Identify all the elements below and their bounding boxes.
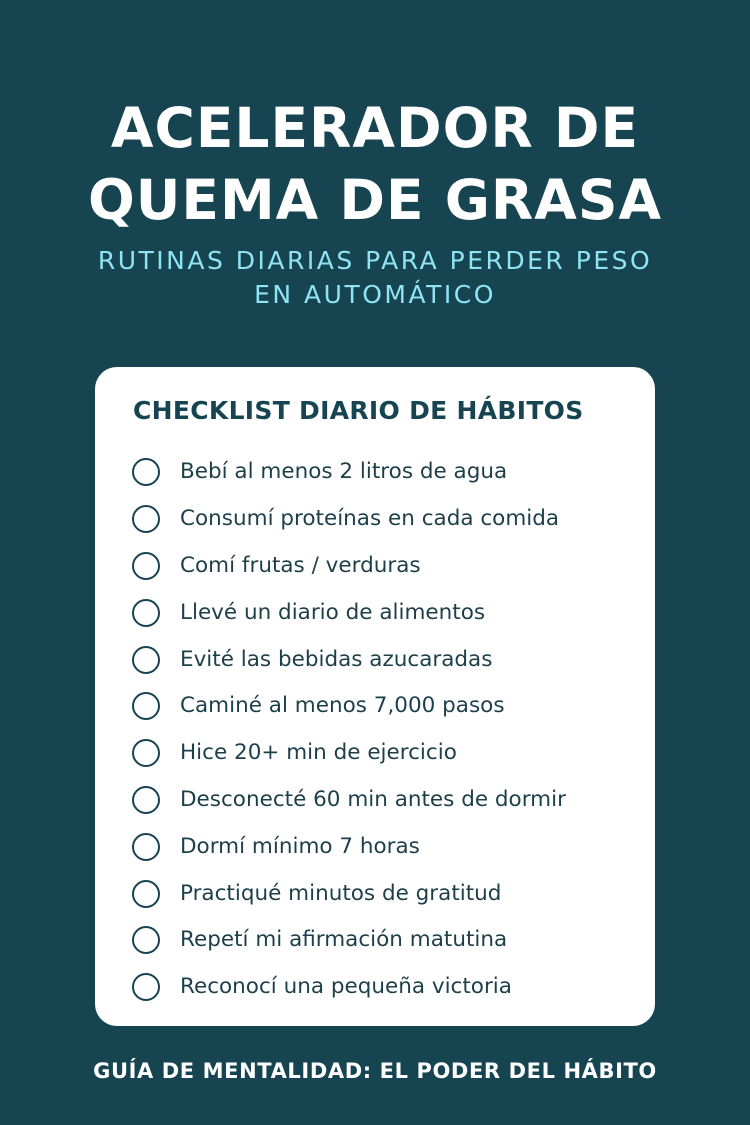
subtitle-line-1: RUTINAS DIARIAS PARA PERDER PESO xyxy=(97,246,653,275)
checklist-item[interactable] xyxy=(132,823,566,870)
checklist-item-label: Hice 20+ min de ejercicio xyxy=(180,740,457,766)
checkbox-circle-icon[interactable] xyxy=(132,646,160,674)
checklist-item-label: Consumí proteínas en cada comida xyxy=(180,506,560,532)
checklist-item[interactable] xyxy=(132,496,566,543)
checkbox-circle-icon[interactable] xyxy=(132,692,160,720)
checkbox-circle-icon[interactable] xyxy=(132,552,160,580)
checklist-item[interactable] xyxy=(132,636,566,683)
subtitle xyxy=(0,244,750,312)
main-title-line-1: ACELERADOR DE xyxy=(110,96,640,160)
checkbox-circle-icon[interactable] xyxy=(132,786,160,814)
checklist-card xyxy=(95,367,655,1026)
checklist-item-label: Repetí mi afirmación matutina xyxy=(180,927,508,953)
checkbox-circle-icon[interactable] xyxy=(132,833,160,861)
checklist xyxy=(132,449,566,1011)
footer-tagline: GUÍA DE MENTALIDAD: EL PODER DEL HÁBITO xyxy=(93,1059,657,1083)
checklist-item[interactable] xyxy=(132,964,566,1011)
checklist-item-label: Evité las bebidas azucaradas xyxy=(180,646,493,672)
checkbox-circle-icon[interactable] xyxy=(132,880,160,908)
checklist-item-label: Llevé un diario de alimentos xyxy=(180,599,486,625)
checklist-item-label: Comí frutas / verduras xyxy=(180,552,421,578)
checkbox-circle-icon[interactable] xyxy=(132,926,160,954)
checklist-item-label: Dormí mínimo 7 horas xyxy=(180,833,420,859)
checkbox-circle-icon[interactable] xyxy=(132,505,160,533)
checklist-item-label: Practiqué minutos de gratitud xyxy=(180,880,502,906)
checklist-item-label: Bebí al menos 2 litros de agua xyxy=(180,459,508,485)
checkbox-circle-icon[interactable] xyxy=(132,973,160,1001)
checklist-item[interactable] xyxy=(132,870,566,917)
checklist-item[interactable] xyxy=(132,777,566,824)
checklist-title: CHECKLIST DIARIO DE HÁBITOS xyxy=(133,396,584,425)
main-title xyxy=(0,92,750,236)
checklist-item[interactable] xyxy=(132,589,566,636)
subtitle-line-2: EN AUTOMÁTICO xyxy=(254,280,496,309)
main-title-line-2: QUEMA DE GRASA xyxy=(87,168,663,232)
checkbox-circle-icon[interactable] xyxy=(132,458,160,486)
checklist-item[interactable] xyxy=(132,449,566,496)
checklist-item[interactable] xyxy=(132,683,566,730)
checklist-item[interactable] xyxy=(132,730,566,777)
checklist-item[interactable] xyxy=(132,917,566,964)
checklist-item-label: Caminé al menos 7,000 pasos xyxy=(180,693,505,719)
checkbox-circle-icon[interactable] xyxy=(132,599,160,627)
checkbox-circle-icon[interactable] xyxy=(132,739,160,767)
checklist-item-label: Desconecté 60 min antes de dormir xyxy=(180,786,566,812)
checklist-item-label: Reconocí una pequeña victoria xyxy=(180,974,512,1000)
checklist-item[interactable] xyxy=(132,543,566,590)
